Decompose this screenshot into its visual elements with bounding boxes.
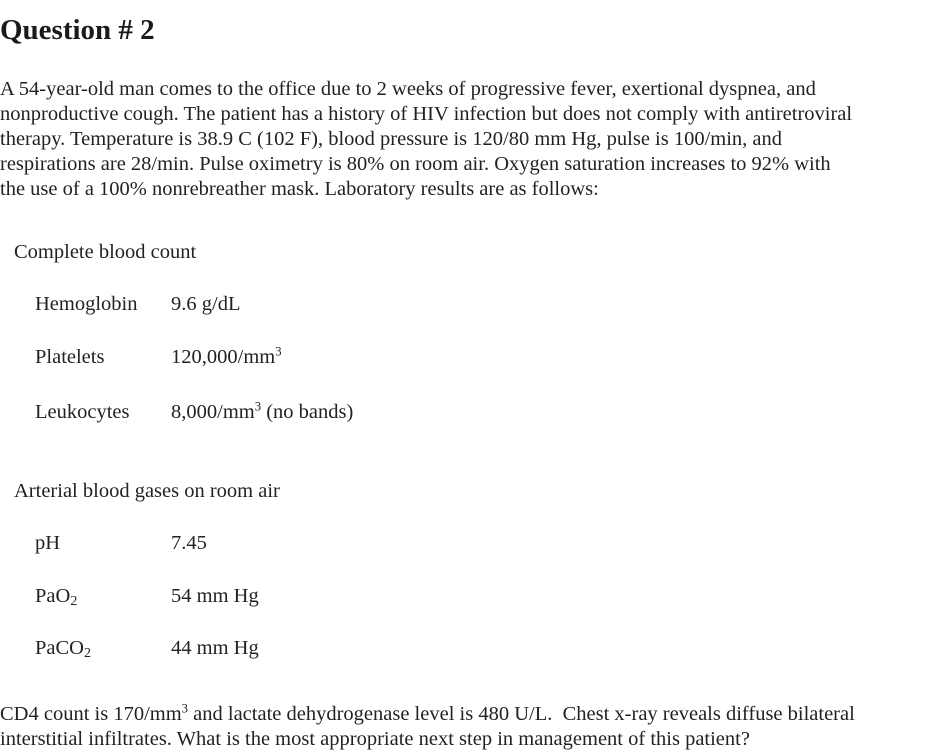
abg-heading: Arterial blood gases on room air <box>14 480 280 502</box>
superscript: 3 <box>254 399 262 414</box>
lab-name: Platelets <box>35 346 105 368</box>
lab-name-text: PaO <box>35 585 71 607</box>
superscript: 3 <box>275 344 282 359</box>
prompt-text: and lactate dehydrogenase level is 480 U/L. Chest x-ray reveals diffuse bilateral <box>188 703 855 725</box>
question-title: Question # 2 <box>0 14 155 46</box>
subscript: 2 <box>83 645 91 661</box>
lab-name: Leukocytes <box>35 401 130 423</box>
stem-line: the use of a 100% nonrebreather mask. Laboratory results are as follows: <box>0 178 599 200</box>
lab-name <box>35 583 77 609</box>
question-prompt <box>0 702 930 752</box>
lab-value-text: 8,000/mm <box>171 401 255 423</box>
prompt-text: CD4 count is 170/mm <box>0 703 182 725</box>
lab-name <box>35 635 91 661</box>
superscript: 3 <box>181 701 189 716</box>
stem-line: nonproductive cough. The patient has a history of HIV infection but does not comply with antiretroviral <box>0 103 853 125</box>
lab-value: 54 mm Hg <box>171 585 259 607</box>
prompt-line: interstitial infiltrates. What is the most appropriate next step in management of this patient? <box>0 728 750 750</box>
lab-name: Hemoglobin <box>35 293 138 315</box>
lab-name-text: PaCO <box>35 637 84 659</box>
stem-line: respirations are 28/min. Pulse oximetry is 80% on room air. Oxygen saturation increases to 92% with <box>0 153 831 175</box>
question-stem <box>0 77 930 202</box>
cbc-heading: Complete blood count <box>14 241 197 263</box>
lab-value: 9.6 g/dL <box>171 293 241 315</box>
subscript: 2 <box>70 593 78 609</box>
lab-value <box>171 399 353 425</box>
lab-value-text: 120,000/mm <box>171 346 276 368</box>
stem-line: A 54-year-old man comes to the office due to 2 weeks of progressive fever, exertional dyspnea, and <box>0 78 816 100</box>
lab-value: 7.45 <box>171 532 207 554</box>
lab-value: 44 mm Hg <box>171 637 259 659</box>
lab-value <box>171 344 282 370</box>
stem-line: therapy. Temperature is 38.9 C (102 F), blood pressure is 120/80 mm Hg, pulse is 100/min, and <box>0 128 783 150</box>
prompt-line <box>0 702 930 727</box>
lab-name: pH <box>35 532 61 554</box>
lab-value-suffix: (no bands) <box>261 401 354 423</box>
